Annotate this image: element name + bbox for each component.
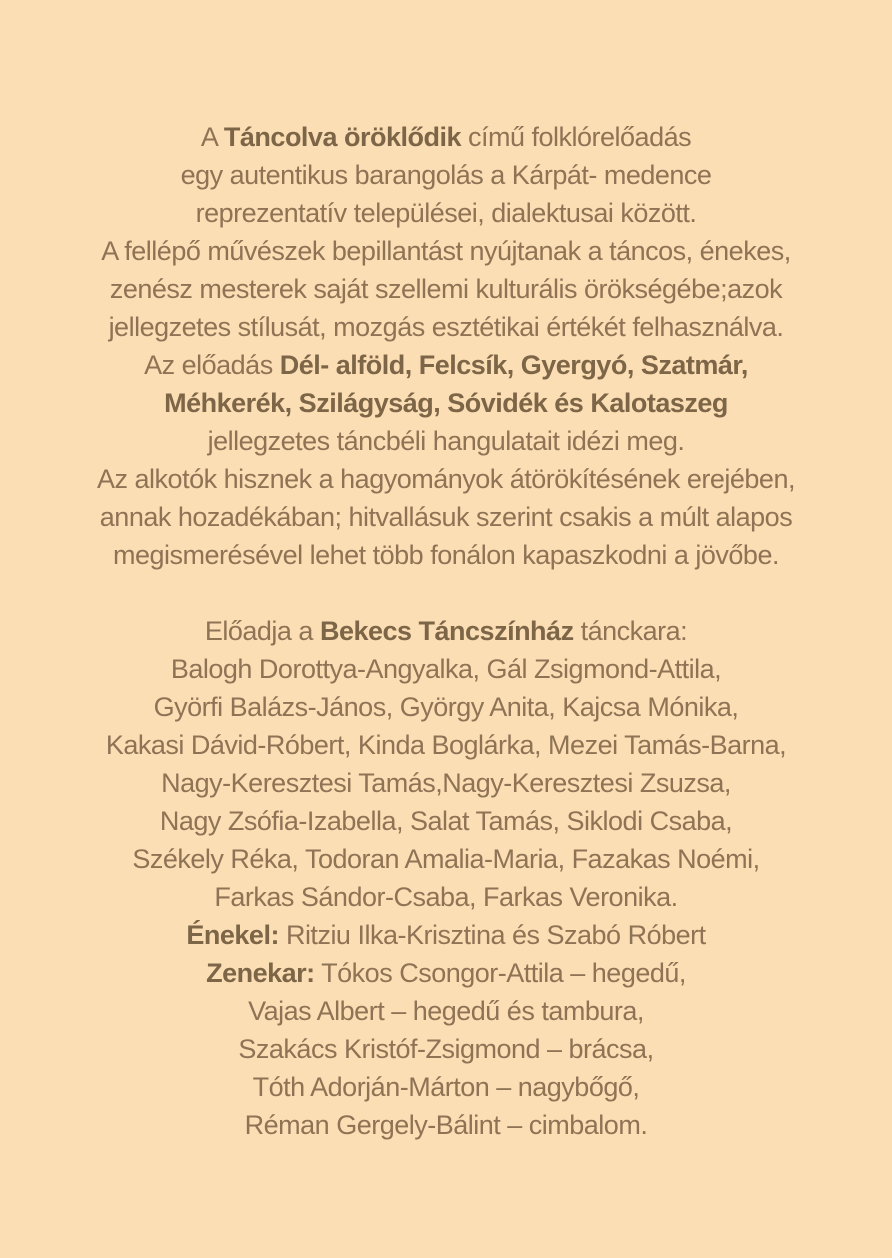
text-line — [0, 460, 892, 498]
text-segment: Balogh Dorottya-Angyalka, Gál Zsigmond-Attila, — [170, 654, 722, 684]
text-line — [0, 498, 892, 536]
text-segment: Vajas Albert – hegedű és tambura, — [248, 996, 644, 1026]
text-line — [0, 156, 892, 194]
text-line — [0, 878, 892, 916]
text-line — [0, 954, 892, 992]
text-line — [0, 650, 892, 688]
text-segment: jellegzetes táncbéli hangulatait idézi meg. — [207, 426, 685, 456]
text-line — [0, 118, 892, 156]
text-line — [0, 232, 892, 270]
text-segment: Ritziu Ilka-Krisztina és Szabó Róbert — [278, 920, 706, 950]
paragraph-performers-credits — [0, 612, 892, 1144]
bold-text-segment: Bekecs Táncszínház — [319, 616, 574, 646]
text-line — [0, 308, 892, 346]
text-segment: Nagy Zsófia-Izabella, Salat Tamás, Siklodi Csaba, — [159, 806, 733, 836]
text-segment: A fellépő művészek bepillantást nyújtanak a táncos, énekes, — [101, 236, 791, 266]
text-segment: zenész mesterek saját szellemi kulturális örökségébe;azok — [109, 274, 783, 304]
text-segment: Az alkotók hisznek a hagyományok átörökítésének erejében, — [97, 464, 795, 494]
text-segment: megismerésével lehet több fonálon kapaszkodni a jövőbe. — [113, 540, 779, 570]
text-line — [0, 422, 892, 460]
text-segment: Az előadás — [144, 350, 280, 380]
bold-text-segment: Méhkerék, Szilágyság, Sóvidék és Kalotaszeg — [164, 388, 728, 418]
text-segment: Szakács Kristóf-Zsigmond – brácsa, — [238, 1034, 654, 1064]
text-segment: című folklórelőadás — [460, 122, 692, 152]
text-segment: Előadja a — [204, 616, 320, 646]
text-segment: Réman Gergely-Bálint – cimbalom. — [244, 1110, 648, 1140]
bold-text-segment: Énekel: — [186, 920, 279, 950]
text-line — [0, 1106, 892, 1144]
text-segment: Nagy-Keresztesi Tamás,Nagy-Keresztesi Zsuzsa, — [161, 768, 731, 798]
poster-text-block — [0, 118, 892, 1144]
text-line — [0, 688, 892, 726]
text-segment: A — [200, 122, 224, 152]
text-segment: Székely Réka, Todoran Amalia-Maria, Fazakas Noémi, — [132, 844, 760, 874]
text-segment: annak hozadékában; hitvallásuk szerint csakis a múlt alapos — [99, 502, 793, 532]
text-line — [0, 802, 892, 840]
text-line — [0, 346, 892, 384]
text-line — [0, 992, 892, 1030]
text-line — [0, 612, 892, 650]
text-segment: Farkas Sándor-Csaba, Farkas Veronika. — [214, 882, 678, 912]
text-segment: Tóth Adorján-Márton – nagybőgő, — [252, 1072, 640, 1102]
text-segment: egy autentikus barangolás a Kárpát- medence — [180, 160, 712, 190]
text-segment: jellegzetes stílusát, mozgás esztétikai értékét felhasználva. — [108, 312, 784, 342]
text-line — [0, 270, 892, 308]
text-segment: Györfi Balázs-János, György Anita, Kajcsa Mónika, — [153, 692, 739, 722]
text-line — [0, 764, 892, 802]
text-line — [0, 840, 892, 878]
text-segment: tánckara: — [573, 616, 688, 646]
paragraph-show-description — [0, 118, 892, 574]
text-line — [0, 536, 892, 574]
text-segment: Tókos Csongor-Attila – hegedű, — [314, 958, 686, 988]
text-segment: reprezentatív települései, dialektusai között. — [195, 198, 697, 228]
text-line — [0, 384, 892, 422]
bold-text-segment: Dél- alföld, Felcsík, Gyergyó, Szatmár, — [279, 350, 748, 380]
text-line — [0, 916, 892, 954]
bold-text-segment: Táncolva öröklődik — [223, 122, 461, 152]
bold-text-segment: Zenekar: — [206, 958, 315, 988]
text-segment: Kakasi Dávid-Róbert, Kinda Boglárka, Mezei Tamás-Barna, — [105, 730, 787, 760]
text-line — [0, 194, 892, 232]
text-line — [0, 726, 892, 764]
text-line — [0, 1068, 892, 1106]
text-line — [0, 1030, 892, 1068]
